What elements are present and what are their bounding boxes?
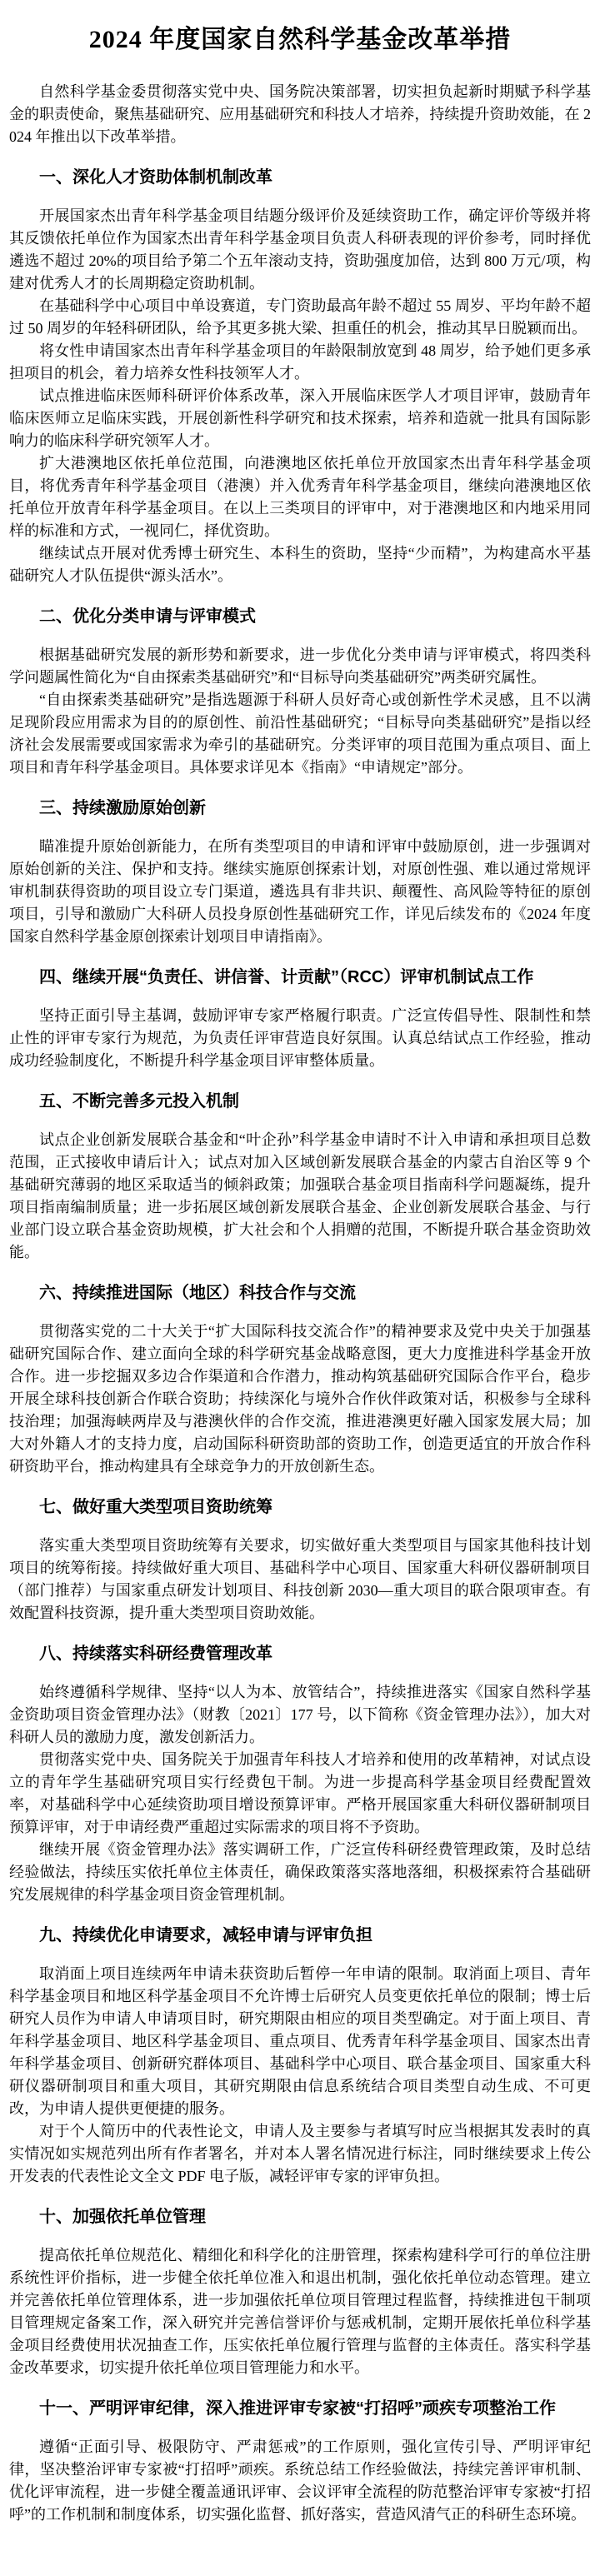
section-paragraph: 试点企业创新发展联合基金和“叶企孙”科学基金申请时不计入申请和承担项目总数范围，正式接收申请后计入；试点对加入区域创新发展联合基金的内蒙古自治区等 9 个基础研究薄弱的地区采取适当的倾斜政策；加强联合基金项目指南科学问题凝练，提升项目指南编制质量；进一步拓展区域创新发展联合基金、企业创新发展联合基金、与行业部门设立联合基金资助规模，扩大社会和个人捐赠的范围，不断提升联合基金资助效能。 xyxy=(9,1131,591,1261)
section-heading: 三、持续激励原始创新 xyxy=(39,799,206,817)
section-paragraph: 贯彻落实党中央、国务院关于加强青年科技人才培养和使用的改革精神，对试点设立的青年学生基础研究项目实行经费包干制。为进一步提高科学基金项目经费配置效率，对基础科学中心延续资助项目增设预算评审。严格开展国家重大科研仪器研制项目预算评审，对于申请经费严重超过实际需求的项目将不予资助。 xyxy=(9,1751,591,1835)
section-heading: 五、不断完善多元投入机制 xyxy=(39,1092,239,1111)
section-heading: 一、深化人才资助体制机制改革 xyxy=(39,168,272,187)
document-intro-paragraph: 自然科学基金委贯彻落实党中央、国务院决策部署，切实担负起新时期赋予科学基金的职责使命，聚焦基础研究、应用基础研究和科技人才培养，持续提升资助效能，在 2024 年推出以下改革举措。 xyxy=(9,83,591,145)
document-title: 2024 年度国家自然科学基金改革举措 xyxy=(88,26,512,53)
section-heading: 六、持续推进国际（地区）科技合作与交流 xyxy=(39,1284,356,1302)
section-heading: 十、加强依托单位管理 xyxy=(39,2208,206,2226)
section-paragraph: 取消面上项目连续两年申请未获资助后暂停一年申请的限制。取消面上项目、青年科学基金项目和地区科学基金项目不允许博士后研究人员变更依托单位的限制；博士后研究人员作为申请人申请项目时，研究期限由相应的项目类型确定。对于面上项目、青年科学基金项目、地区科学基金项目、重点项目、优秀青年科学基金项目、国家杰出青年科学基金项目、创新研究群体项目、基础科学中心项目、联合基金项目、国家重大科研仪器研制项目和重大项目，其研究期限由信息系统结合项目类型自动生成、不可更改，为申请人提供更便捷的服务。 xyxy=(9,1965,591,2117)
section-paragraph: “自由探索类基础研究”是指选题源于科研人员好奇心或创新性学术灵感，且不以满足现阶段应用需求为目的的原创性、前沿性基础研究；“目标导向类基础研究”是指以经济社会发展需要或国家需求为牵引的基础研究。分类评审的项目范围为重点项目、面上项目和青年科学基金项目。具体要求详见本《指南》“申请规定”部分。 xyxy=(9,691,591,776)
section-paragraph: 提高依托单位规范化、精细化和科学化的注册管理，探索构建科学可行的单位注册系统性评价指标，进一步健全依托单位准入和退出机制，强化依托单位动态管理。建立并完善依托单位管理体系，进一步加强依托单位项目管理过程监督，持续推进包干制项目管理规定备案工作，深入研究并完善信誉评价与惩戒机制，定期开展依托单位科学基金项目经费使用状况抽查工作，压实依托单位履行管理与监督的主体责任。落实科学基金改革要求，切实提升依托单位项目管理能力和水平。 xyxy=(9,2247,591,2376)
section-heading: 九、持续优化申请要求，减轻申请与评审负担 xyxy=(39,1926,372,1944)
document-sections xyxy=(9,166,591,2526)
section-paragraph: 继续试点开展对优秀博士研究生、本科生的资助，坚持“少而精”，为构建高水平基础研究人才队伍提供“源头活水”。 xyxy=(9,545,591,584)
section-heading: 七、做好重大类型项目资助统筹 xyxy=(39,1498,272,1516)
section-paragraph: 试点推进临床医师科研评价体系改革，深入开展临床医学人才项目评审，鼓励青年临床医师立足临床实践，开展创新性科学研究和技术探索，培养和造就一批具有国际影响力的临床科学研究领军人才。 xyxy=(9,387,591,449)
section-heading: 八、持续落实科研经费管理改革 xyxy=(39,1645,272,1663)
section-paragraph: 瞄准提升原始创新能力，在所有类型项目的申请和评审中鼓励原创，进一步强调对原始创新的关注、保护和支持。继续实施原创探索计划，对原创性强、难以通过常规评审机制获得资助的项目设立专门渠道，遴选具有非共识、颠覆性、高风险等特征的原创项目，引导和激励广大科研人员投身原创性基础研究工作，详见后续发布的《2024 年度国家自然科学基金原创探索计划项目申请指南》。 xyxy=(9,838,591,945)
section-paragraph: 继续开展《资金管理办法》落实调研工作，广泛宣传科研经费管理政策，及时总结经验做法，持续压实依托单位主体责任，确保政策落实落地落细，积极探索符合基础研究发展规律的科学基金项目资金管理机制。 xyxy=(9,1841,591,1903)
section-paragraph: 对于个人简历中的代表性论文，申请人及主要参与者填写时应当根据其发表时的真实情况如实规范列出所有作者署名，并对本人署名情况进行标注，同时继续要求上传公开发表的代表性论文全文 PDF 电子版，减轻评审专家的评审负担。 xyxy=(9,2123,591,2184)
section-paragraph: 遵循“正面引导、极限防守、严肃惩戒”的工作原则，强化宣传引导、严明评审纪律，坚决整治评审专家被“打招呼”顽疾。系统总结工作经验做法，持续完善评审机制、优化评审流程，进一步健全覆盖通讯评审、会议评审全流程的防范整治评审专家被“打招呼”的工作机制和制度体系，切实强化监督、抓好落实，营造风清气正的科研生态环境。 xyxy=(9,2439,591,2523)
section-paragraph: 落实重大类型项目资助统筹有关要求，切实做好重大类型项目与国家其他科技计划项目的统筹衔接。持续做好重大项目、基础科学中心项目、国家重大科研仪器研制项目（部门推荐）与国家重点研发计划项目、科技创新 2030—重大项目的联合限项审查。有效配置科技资源，提升重大类型项目资助效能。 xyxy=(9,1537,591,1621)
section-heading: 四、继续开展“负责任、讲信誉、计贡献”（RCC）评审机制试点工作 xyxy=(39,968,534,986)
section-paragraph: 始终遵循科学规律、坚持“以人为本、放管结合”，持续推进落实《国家自然科学基金资助项目资金管理办法》（财教〔2021〕177 号，以下简称《资金管理办法》），加大对科研人员的激励力度，激发创新活力。 xyxy=(9,1684,591,1745)
section-paragraph: 在基础科学中心项目中单设赛道，专门资助最高年龄不超过 55 周岁、平均年龄不超过 50 周岁的年轻科研团队，给予其更多挑大梁、担重任的机会，推动其早日脱颖而出。 xyxy=(9,297,591,337)
section-paragraph: 开展国家杰出青年科学基金项目结题分级评价及延续资助工作，确定评价等级并将其反馈依托单位作为国家杰出青年科学基金项目负责人科研表现的评价参考，同时择优遴选不超过 20%的项目给予第二个五年滚动支持，资助强度加倍，达到 800 万元/项，构建对优秀人才的长周期稳定资助机制。 xyxy=(9,207,591,292)
section-heading: 二、优化分类申请与评审模式 xyxy=(39,607,256,626)
section-paragraph: 将女性申请国家杰出青年科学基金项目的年龄限制放宽到 48 周岁，给予她们更多承担项目的机会，着力培养女性科技领军人才。 xyxy=(9,342,591,382)
section-paragraph: 坚持正面引导主基调，鼓励评审专家严格履行职责。广泛宣传倡导性、限制性和禁止性的评审专家行为规范，为负责任评审营造良好氛围。认真总结试点工作经验，推动成功经验制度化，不断提升科学基金项目评审整体质量。 xyxy=(9,1007,591,1069)
section-paragraph: 扩大港澳地区依托单位范围，向港澳地区依托单位开放国家杰出青年科学基金项目，将优秀青年科学基金项目（港澳）并入优秀青年科学基金项目，继续向港澳地区依托单位开放青年科学基金项目。在以上三类项目的评审中，对于港澳地区和内地采用同样的标准和方式，一视同仁，择优资助。 xyxy=(9,455,591,539)
section-paragraph: 贯彻落实党的二十大关于“扩大国际科技交流合作”的精神要求及党中央关于加强基础研究国际合作、建立面向全球的科学研究基金战略意图，更大力度推进科学基金开放合作。进一步挖掘双多边合作渠道和合作潜力，推动构筑基础研究国际合作平台，稳步开展全球科技创新合作联合资助；持续深化与境外合作伙伴政策对话，积极参与全球科技治理；加强海峡两岸及与港澳伙伴的合作交流，推进港澳更好融入国家发展大局；加大对外籍人才的支持力度，启动国际科研资助部的资助工作，创造更适宜的开放合作科研资助平台，推动构建具有全球竞争力的开放创新生态。 xyxy=(9,1323,591,1475)
section-paragraph: 根据基础研究发展的新形势和新要求，进一步优化分类申请与评审模式，将四类科学问题属性简化为“自由探索类基础研究”和“目标导向类基础研究”两类研究属性。 xyxy=(9,646,591,686)
section-heading: 十一、严明评审纪律，深入推进评审专家被“打招呼”顽疾专项整治工作 xyxy=(39,2399,556,2418)
